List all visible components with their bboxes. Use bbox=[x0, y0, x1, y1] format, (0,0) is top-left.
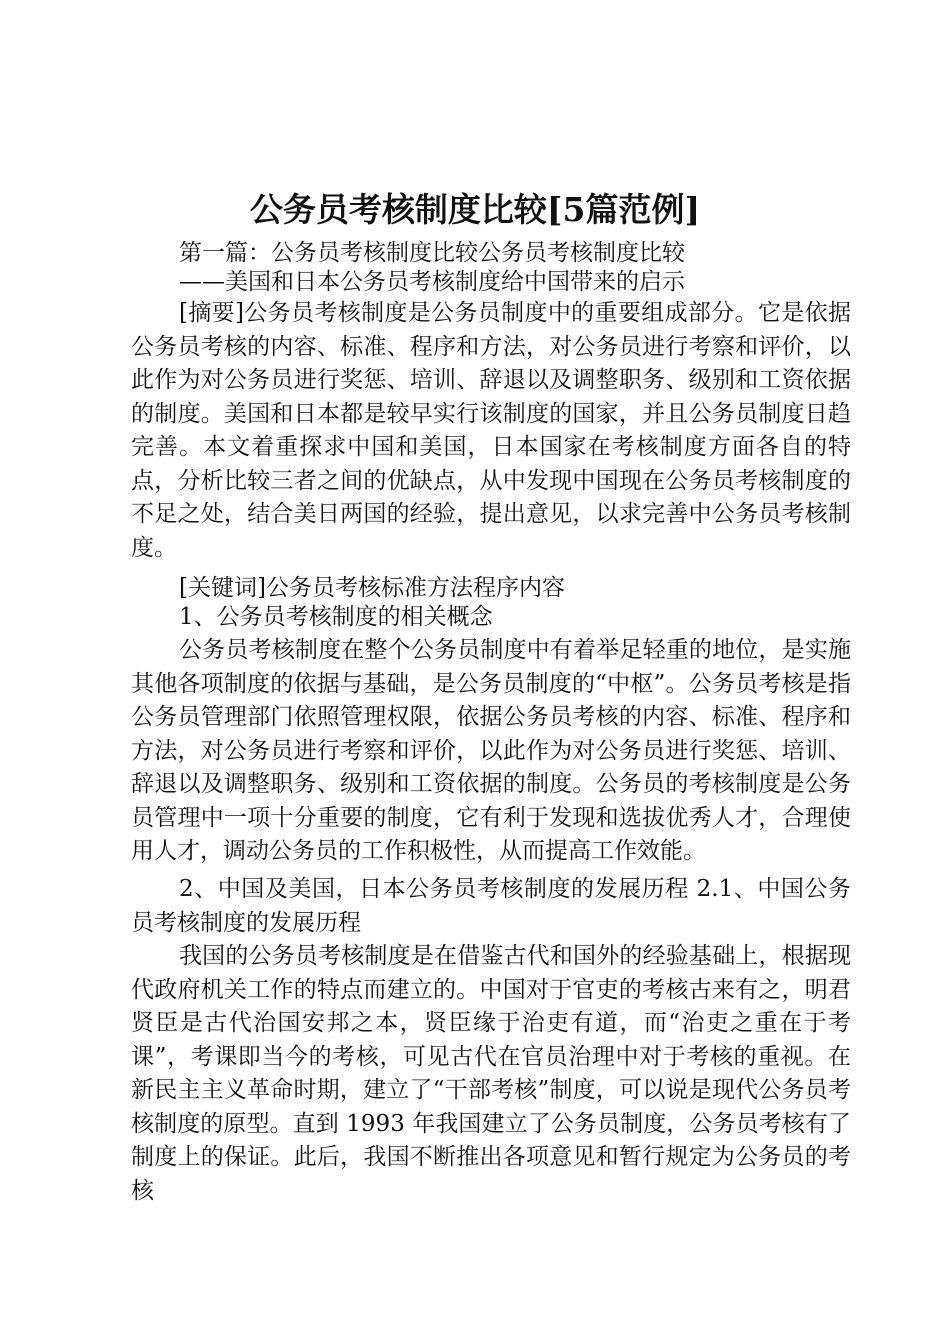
section-2-heading: 2、中国及美国，日本公务员考核制度的发展历程 2.1、中国公务员考核制度的发展历程 bbox=[131, 876, 851, 936]
keywords-line: [关键词]公务员考核标准方法程序内容 bbox=[179, 575, 565, 601]
subtitle-line-2: ——美国和日本公务员考核制度给中国带来的启示 bbox=[179, 269, 685, 295]
section-1-paragraph: 公务员考核制度在整个公务员制度中有着举足轻重的地位，是实施其他各项制度的依据与基础，是公务员制度的“中枢”。公务员考核是指公务员管理部门依照管理权限，依据公务员考核的内容、标准、程序和方法，对公务员进行考察和评价，以此作为对公务员进行奖惩、培训、辞退以及调整职务、级别和工资依据的制度。公务员的考核制度是公务员管理中一项十分重要的制度，它有利于发现和选拔优秀人才，合理使用人才，调动公务员的工作积极性，从而提高工作效能。 bbox=[131, 637, 851, 864]
subtitle-line-1: 第一篇：公务员考核制度比较公务员考核制度比较 bbox=[179, 240, 685, 266]
abstract-paragraph: [摘要]公务员考核制度是公务员制度中的重要组成部分。它是依据公务员考核的内容、标准、程序和方法，对公务员进行考察和评价，以此作为对公务员进行奖惩、培训、辞退以及调整职务、级别和工资依据的制度。美国和日本都是较早实行该制度的国家，并且公务员制度日趋完善。本文着重探求中国和美国，日本国家在考核制度方面各自的特点，分析比较三者之间的优缺点，从中发现中国现在公务员考核制度的不足之处，结合美日两国的经验，提出意见，以求完善中公务员考核制度。 bbox=[131, 300, 851, 561]
document-title: 公务员考核制度比较[5篇范例] bbox=[249, 190, 701, 229]
section-1-heading: 1、公务员考核制度的相关概念 bbox=[179, 604, 493, 630]
section-2-paragraph: 我国的公务员考核制度是在借鉴古代和国外的经验基础上，根据现代政府机关工作的特点而建立的。中国对于官吏的考核古来有之，明君贤臣是古代治国安邦之本，贤臣缘于治吏有道，而“治吏之重在于考课”，考课即当今的考核，可见古代在官员治理中对于考核的重视。在新民主主义革命时期，建立了“干部考核”制度，可以说是现代公务员考核制度的原型。直到 1993 年我国建立了公务员制度，公务员考核有了制度上的保证。此后，我国不断推出各项意见和暂行规定为公务员的考核 bbox=[131, 943, 851, 1204]
